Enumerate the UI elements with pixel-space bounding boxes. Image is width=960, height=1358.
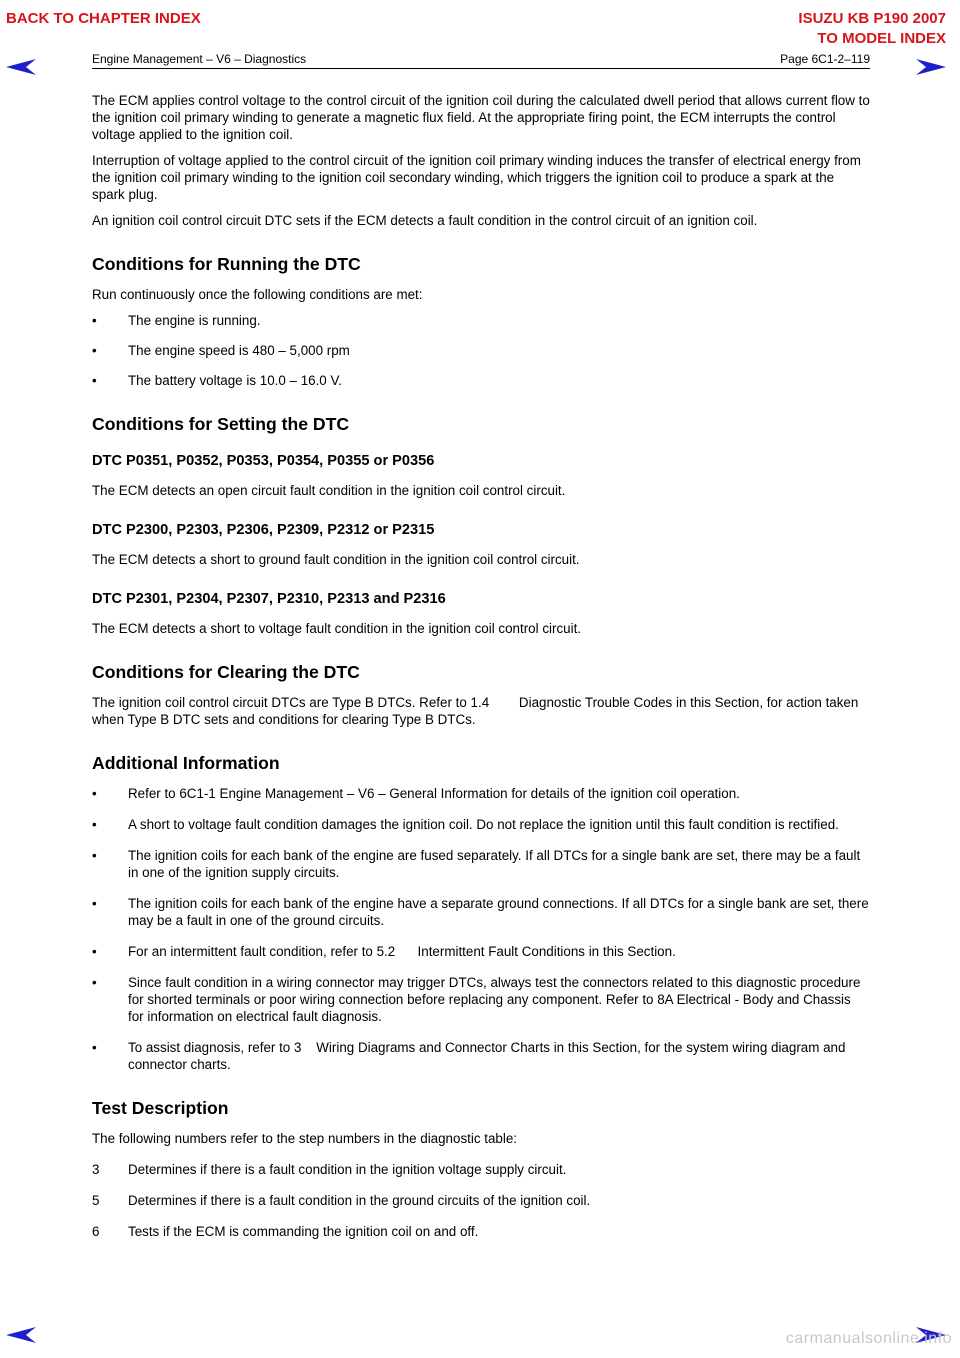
test-lead: The following numbers refer to the step numbers in the diagnostic table: (92, 1131, 518, 1146)
list-item: • The ignition coils for each bank of the engine are fused separately. If all DTCs for a single bank are set, there may be a fault in one of the ignition supply circuits. (92, 848, 861, 880)
bullet-icon: • (92, 1040, 97, 1055)
additional-info-list (92, 785, 870, 1073)
bullet-icon: • (92, 313, 97, 328)
dtc-description: The ECM detects a short to ground fault condition in the ignition coil control circuit. (92, 552, 580, 567)
step-text: Determines if there is a fault condition in the ignition voltage supply circuit. (128, 1162, 567, 1177)
intro-paragraph: Interruption of voltage applied to the control circuit of the ignition coil primary winding induces the transfer of electrical energy from the ignition coil primary winding to the ignition coil secondary winding, which triggers the ignition coil to produce a spark at the spark plug. (92, 153, 861, 202)
bullet-icon: • (92, 817, 97, 832)
bullet-icon: • (92, 896, 97, 911)
step-text: Tests if the ECM is commanding the ignition coil on and off. (128, 1224, 479, 1239)
section-heading-running: Conditions for Running the DTC (92, 254, 361, 274)
bullet-icon: • (92, 343, 97, 358)
section-heading-additional: Additional Information (92, 753, 280, 773)
section-heading-clearing: Conditions for Clearing the DTC (92, 662, 360, 682)
step-text: Determines if there is a fault condition in the ground circuits of the ignition coil. (128, 1193, 591, 1208)
step-number: 5 (92, 1193, 100, 1208)
test-step (92, 1223, 870, 1240)
test-step (92, 1192, 870, 1209)
step-number: 3 (92, 1162, 100, 1177)
back-to-chapter-index-link[interactable]: BACK TO CHAPTER INDEX (6, 10, 201, 27)
list-item: • To assist diagnosis, refer to 3 Wiring Diagrams and Connector Charts in this Section, for the system wiring diagram and connector charts. (92, 1040, 850, 1072)
running-lead: Run continuously once the following conditions are met: (92, 287, 423, 302)
running-header (92, 52, 870, 69)
to-model-index-link[interactable]: TO MODEL INDEX (817, 30, 946, 47)
dtc-subheading: DTC P2301, P2304, P2307, P2310, P2313 and P2316 (92, 591, 446, 607)
list-item: • The engine is running. (92, 313, 261, 328)
bullet-icon: • (92, 975, 97, 990)
list-item: • A short to voltage fault condition damages the ignition coil. Do not replace the ignition until this fault condition is rectified. (92, 817, 839, 832)
list-item: • The engine speed is 480 – 5,000 rpm (92, 343, 350, 358)
clearing-text: The ignition coil control circuit DTCs are Type B DTCs. Refer to 1.4 Diagnostic Trouble Codes in this Section, for action taken when Type B DTC sets and conditions for clearing Type B DTCs. (92, 695, 863, 727)
step-number: 6 (92, 1224, 100, 1239)
running-conditions-list (92, 312, 870, 389)
list-item: • For an intermittent fault condition, refer to 5.2 Intermittent Fault Conditions in this Section. (92, 944, 676, 959)
section-heading-setting: Conditions for Setting the DTC (92, 414, 350, 434)
model-title-link[interactable]: ISUZU KB P190 2007 (798, 10, 946, 27)
previous-page-arrow-icon[interactable] (6, 58, 38, 76)
bullet-icon: • (92, 786, 97, 801)
section-heading-test: Test Description (92, 1098, 229, 1118)
dtc-subheading: DTC P0351, P0352, P0353, P0354, P0355 or P0356 (92, 453, 435, 469)
test-step (92, 1161, 870, 1178)
header-section-title: Engine Management – V6 – Diagnostics (92, 52, 307, 66)
bullet-icon: • (92, 373, 97, 388)
watermark: carmanualsonline.info (785, 1330, 952, 1347)
dtc-description: The ECM detects a short to voltage fault condition in the ignition coil control circuit. (92, 621, 582, 636)
dtc-description: The ECM detects an open circuit fault condition in the ignition coil control circuit. (92, 483, 566, 498)
list-item: • Refer to 6C1-1 Engine Management – V6 – General Information for details of the ignition coil operation. (92, 786, 740, 801)
list-item: • Since fault condition in a wiring connector may trigger DTCs, always test the connectors related to this diagnostic procedure for shorted terminals or poor wiring connection before replacing any component. Refer to 8A Electrical - Body and Chassis for information on electrical fault diagnosis. (92, 975, 861, 1024)
intro-paragraph: The ECM applies control voltage to the control circuit of the ignition coil during the calculated dwell period that allows current flow to the ignition coil primary winding to generate a magnetic flux field. At the appropriate firing point, the ECM interrupts the control voltage applied to the ignition coil. (92, 93, 870, 142)
bullet-icon: • (92, 848, 97, 863)
list-item: • The ignition coils for each bank of the engine have a separate ground connections. If all DTCs for a single bank are set, there may be a fault in one of the ground circuits. (92, 896, 869, 928)
intro-paragraph: An ignition coil control circuit DTC sets if the ECM detects a fault condition in the control circuit of an ignition coil. (92, 213, 758, 228)
next-page-arrow-icon[interactable] (914, 58, 946, 76)
header-page-number: Page 6C1-2–119 (780, 52, 870, 66)
bullet-icon: • (92, 944, 97, 959)
page-content (92, 92, 870, 1254)
dtc-subheading: DTC P2300, P2303, P2306, P2309, P2312 or P2315 (92, 522, 435, 538)
list-item: • The battery voltage is 10.0 – 16.0 V. (92, 373, 342, 388)
previous-page-arrow-icon[interactable] (6, 1326, 38, 1344)
